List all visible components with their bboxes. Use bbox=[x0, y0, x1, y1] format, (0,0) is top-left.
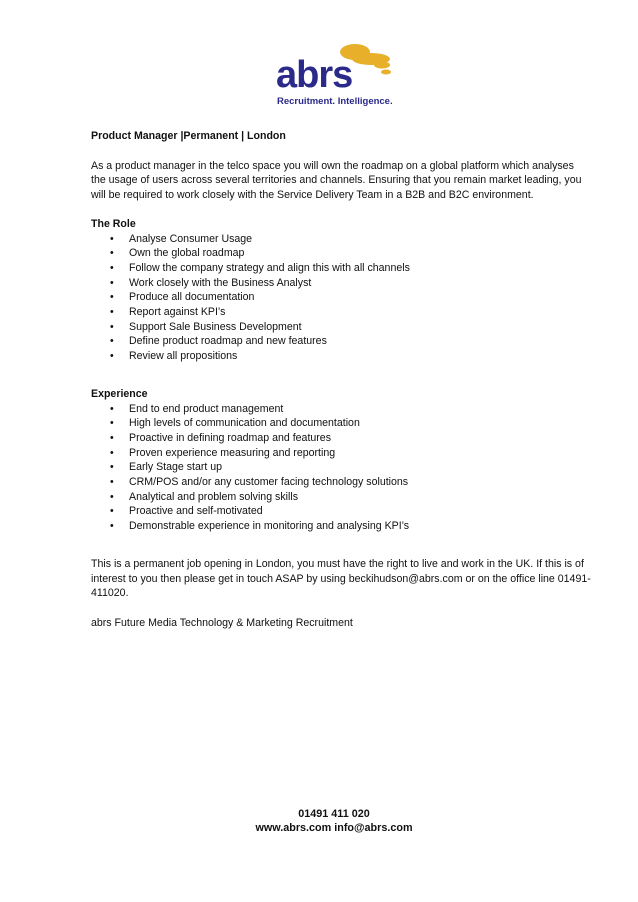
list-item: • Proactive in defining roadmap and features bbox=[110, 431, 331, 444]
page-footer bbox=[0, 807, 638, 835]
list-item: • Analyse Consumer Usage bbox=[110, 232, 253, 245]
document-body bbox=[91, 129, 591, 631]
intro-paragraph: As a product manager in the telco space you will own the roadmap on a global platform which analyses the usage of users across several territories and channels. Ensuring that you remain market leading, you will be required to work closely with the Service Delivery Team in a B2B and B2C environment. bbox=[91, 159, 582, 202]
experience-heading: Experience bbox=[91, 387, 148, 400]
bullet-icon: • bbox=[110, 417, 114, 430]
signoff-line: abrs Future Media Technology & Marketing Recruitment bbox=[91, 616, 353, 629]
bullet-icon: • bbox=[110, 520, 114, 533]
bullet-icon: • bbox=[110, 402, 114, 415]
bullet-icon: • bbox=[110, 247, 114, 260]
list-item: • Support Sale Business Development bbox=[110, 320, 302, 333]
bullet-icon: • bbox=[110, 476, 114, 489]
bullet-icon: • bbox=[110, 505, 114, 518]
experience-list bbox=[91, 402, 591, 534]
footer-phone: 01491 411 020 bbox=[298, 808, 370, 820]
bullet-icon: • bbox=[110, 490, 114, 503]
bullet-icon: • bbox=[110, 232, 114, 245]
list-item: • Follow the company strategy and align this with all channels bbox=[110, 261, 410, 274]
list-item: • Own the global roadmap bbox=[110, 247, 245, 260]
list-item: • Demonstrable experience in monitoring and analysing KPI’s bbox=[110, 520, 410, 533]
list-item: • Report against KPI’s bbox=[110, 306, 226, 319]
logo-tagline: Recruitment. Intelligence. bbox=[277, 96, 393, 107]
bullet-icon: • bbox=[110, 350, 114, 363]
bullet-icon: • bbox=[110, 461, 114, 474]
list-item: • High levels of communication and documentation bbox=[110, 417, 360, 430]
bullet-icon: • bbox=[110, 261, 114, 274]
bullet-icon: • bbox=[110, 306, 114, 319]
role-heading: The Role bbox=[91, 217, 136, 230]
closing-paragraph: This is a permanent job opening in London, you must have the right to live and work in the UK. If this is of interest to you then please get in touch ASAP by using beckihudson@abrs.com or on the office line 01491-411020. bbox=[91, 557, 591, 600]
list-item: • Define product roadmap and new features bbox=[110, 335, 327, 348]
role-list bbox=[91, 232, 591, 364]
bullet-icon: • bbox=[110, 446, 114, 459]
abrs-logo bbox=[270, 42, 400, 108]
bullet-icon: • bbox=[110, 291, 114, 304]
list-item: • Work closely with the Business Analyst bbox=[110, 276, 312, 289]
logo-wordmark: abrs bbox=[276, 54, 353, 96]
list-item: • Analytical and problem solving skills bbox=[110, 490, 298, 503]
list-item: • Proven experience measuring and reporting bbox=[110, 446, 336, 459]
list-item: • Produce all documentation bbox=[110, 291, 255, 304]
bullet-icon: • bbox=[110, 276, 114, 289]
list-item: • Early Stage start up bbox=[110, 461, 223, 474]
bullet-icon: • bbox=[110, 431, 114, 444]
footer-web-email: www.abrs.com info@abrs.com bbox=[255, 822, 413, 834]
list-item: • CRM/POS and/or any customer facing technology solutions bbox=[110, 476, 409, 489]
list-item: • Review all propositions bbox=[110, 350, 238, 363]
list-item: • End to end product management bbox=[110, 402, 284, 415]
bullet-icon: • bbox=[110, 320, 114, 333]
job-title: Product Manager |Permanent | London bbox=[91, 130, 286, 142]
list-item: • Proactive and self-motivated bbox=[110, 505, 263, 518]
bullet-icon: • bbox=[110, 335, 114, 348]
